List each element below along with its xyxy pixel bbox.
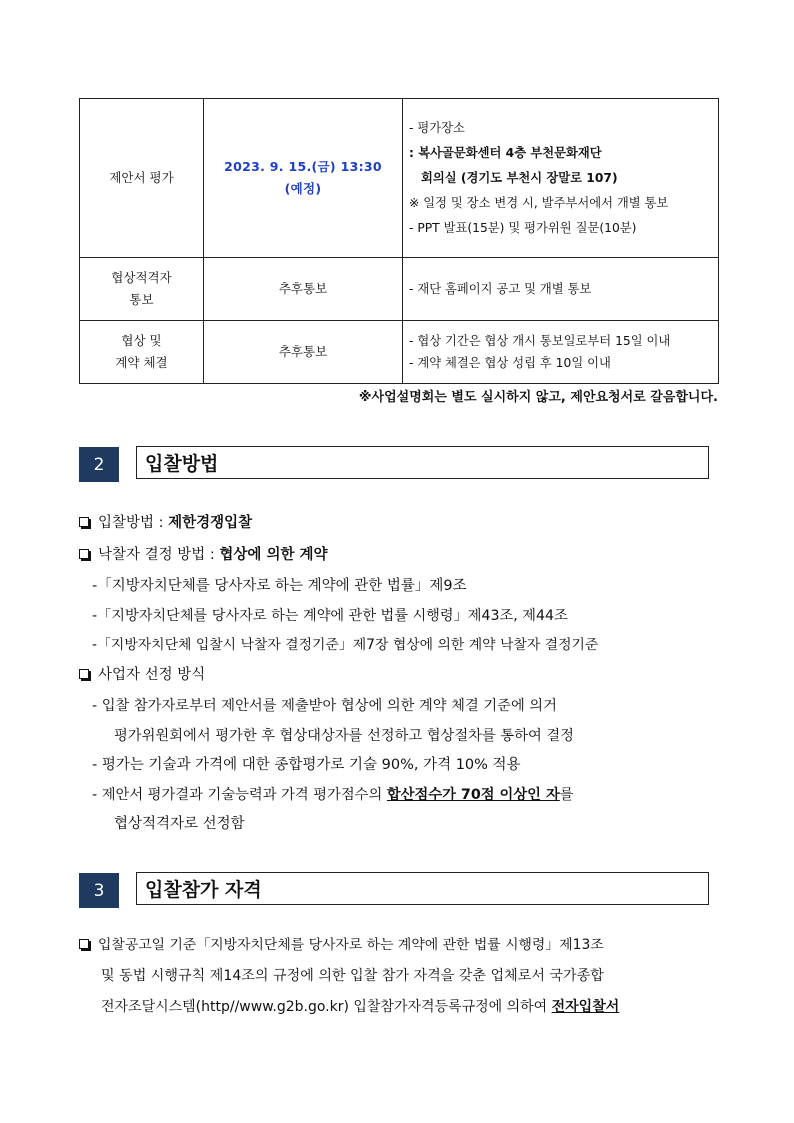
row-label: 계약 체결 (115, 355, 168, 370)
schedule-value: 추후통보 (278, 281, 328, 296)
row-label: 협상 및 (121, 333, 162, 348)
row-label: 통보 (129, 292, 154, 307)
schedule-table (79, 98, 719, 384)
list-item (79, 545, 328, 565)
detail-line: : 복사골문화센터 4층 부천문화재단 (409, 145, 602, 160)
table-cell (80, 99, 204, 258)
detail-line: - 평가장소 (409, 120, 465, 135)
table-cell (204, 321, 403, 384)
table-cell (80, 321, 204, 384)
schedule-date: 2023. 9. 15.(금) 13:30 (224, 159, 382, 174)
table-cell (403, 99, 719, 258)
selection-line (92, 785, 574, 805)
emphasis-text: 전자입찰서 (551, 999, 620, 1015)
section-title: 입찰참가 자격 (136, 872, 709, 905)
schedule-value: 추후통보 (278, 344, 328, 359)
sub-item: -「지방자치단체 입찰시 낙찰자 결정기준」제7장 협상에 의한 계약 낙찰자 결정기준 (92, 637, 599, 653)
detail-line: - 협상 기간은 협상 개시 통보일로부터 15일 이내 (409, 334, 671, 348)
checkbox-bullet-icon (79, 939, 89, 949)
emphasis-text: 합산점수가 70점 이상인 자 (386, 787, 560, 803)
table-row (80, 99, 719, 258)
table-cell (403, 321, 719, 384)
selection-line: - 평가는 기술과 가격에 대한 종합평가로 기술 90%, 가격 10% 적용 (92, 757, 521, 773)
info-note: ※사업설명회는 별도 실시하지 않고, 제안요청서로 갈음합니다. (358, 390, 718, 405)
table-cell (204, 258, 403, 321)
row-label: 협상적격자 (111, 270, 172, 285)
list-item (79, 665, 205, 685)
table-row (80, 258, 719, 321)
detail-line: - 계약 체결은 협상 성립 후 10일 이내 (409, 356, 611, 370)
item-value: 협상에 의한 계약 (219, 547, 328, 563)
table-cell (403, 258, 719, 321)
sub-item: -「지방자치단체를 당사자로 하는 계약에 관한 법률 시행령」제43조, 제44조 (92, 608, 568, 624)
row-label: 제안서 평가 (109, 170, 174, 185)
detail-line: ※ 일정 및 장소 변경 시, 발주부서에서 개별 통보 (409, 195, 669, 210)
paragraph-line: 및 동법 시행규칙 제14조의 규정에 의한 입찰 참가 자격을 갖춘 업체로서 국가종합 (101, 968, 604, 984)
detail-line: - 재단 홈페이지 공고 및 개별 통보 (409, 281, 592, 296)
text-segment: 를 (559, 787, 574, 803)
paragraph-line (101, 997, 619, 1017)
table-cell (204, 99, 403, 258)
checkbox-bullet-icon (79, 669, 89, 679)
sub-item: -「지방자치단체를 당사자로 하는 계약에 관한 법률」제9조 (92, 578, 467, 594)
schedule-tentative: (예정) (284, 181, 322, 196)
section-number: 3 (79, 873, 119, 908)
checkbox-bullet-icon (79, 517, 89, 527)
item-label: 사업자 선정 방식 (98, 667, 206, 683)
list-item (79, 513, 252, 533)
text-segment: 전자조달시스템(http//www.g2b.go.kr) 입찰참가자격등록규정에 의하여 (101, 999, 552, 1015)
list-item (79, 935, 604, 955)
section-title: 입찰방법 (136, 446, 709, 479)
selection-line: 협상적격자로 선정함 (114, 816, 245, 832)
selection-line: 평가위원회에서 평가한 후 협상대상자를 선정하고 협상절차를 통하여 결정 (114, 728, 574, 744)
paragraph-line: 입찰공고일 기준「지방자치단체를 당사자로 하는 계약에 관한 법률 시행령」제13조 (98, 937, 604, 953)
item-label: 입찰방법 : (98, 515, 169, 531)
table-row (80, 321, 719, 384)
section-number: 2 (79, 447, 119, 482)
detail-line: - PPT 발표(15분) 및 평가위원 질문(10분) (409, 220, 637, 235)
table-cell (80, 258, 204, 321)
checkbox-bullet-icon (79, 549, 89, 559)
item-value: 제한경쟁입찰 (168, 515, 253, 531)
detail-line: 회의실 (경기도 부천시 장말로 107) (421, 170, 618, 185)
item-label: 낙찰자 결정 방법 : (98, 547, 220, 563)
text-segment: - 제안서 평가결과 기술능력과 가격 평가점수의 (92, 787, 387, 803)
selection-line: - 입찰 참가자로부터 제안서를 제출받아 협상에 의한 계약 체결 기준에 의거 (92, 698, 557, 714)
